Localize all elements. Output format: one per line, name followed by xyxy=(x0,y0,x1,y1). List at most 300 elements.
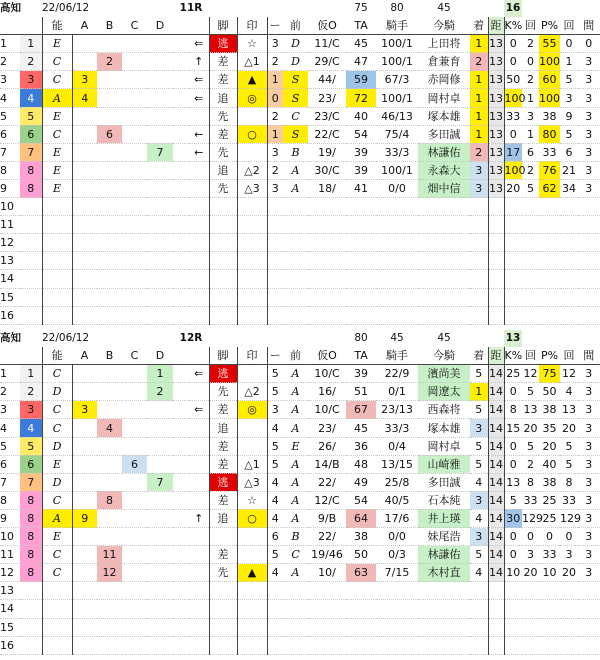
table-row xyxy=(0,35,600,53)
rank-c xyxy=(122,125,147,143)
prev-grade: C xyxy=(283,546,308,564)
empty-cell xyxy=(346,234,376,252)
empty-cell xyxy=(122,234,147,252)
p-count: 33 xyxy=(560,491,578,509)
trend-arrow: ⇐ xyxy=(189,89,209,107)
col-kai2: 回 xyxy=(560,17,578,35)
horse-number: 4 xyxy=(0,419,20,437)
p-count: 0 xyxy=(560,528,578,546)
spacer xyxy=(173,125,189,143)
frame-number: 4 xyxy=(20,89,42,107)
trend-arrow xyxy=(189,528,209,546)
col-a: A xyxy=(72,347,97,365)
empty-cell xyxy=(522,582,539,600)
interval: 3 xyxy=(578,53,600,71)
table-row xyxy=(0,53,600,71)
header-blank xyxy=(488,330,504,347)
table-row xyxy=(0,473,600,491)
rank-a: 3 xyxy=(72,71,97,89)
header-blank xyxy=(147,330,173,347)
interval xyxy=(578,618,600,636)
ability-grade: E xyxy=(42,528,72,546)
ta-index: 40 xyxy=(346,107,376,125)
prev-grade: D xyxy=(283,35,308,53)
empty-cell xyxy=(539,288,560,306)
empty-cell xyxy=(147,270,173,288)
rank-b: 2 xyxy=(97,53,122,71)
empty-cell xyxy=(308,306,346,324)
last-position: 5 xyxy=(267,383,283,401)
col-kai: 回 xyxy=(522,17,539,35)
k-count: 0 xyxy=(522,53,539,71)
rank-d xyxy=(147,89,173,107)
p-percent: 10 xyxy=(539,564,560,582)
distance: 14 xyxy=(488,546,504,564)
empty-cell xyxy=(147,600,173,618)
table-row xyxy=(0,546,600,564)
frame-number xyxy=(20,618,42,636)
running-style: 先 xyxy=(209,179,237,197)
col-blank xyxy=(189,347,209,365)
table-row xyxy=(0,179,600,197)
p-percent: 35 xyxy=(539,419,560,437)
empty-cell xyxy=(122,252,147,270)
empty-cell xyxy=(189,198,209,216)
interval: 3 xyxy=(578,365,600,383)
p-count: 129 xyxy=(560,509,578,527)
table-row xyxy=(0,419,600,437)
current-jockey: 岡村卓 xyxy=(418,437,470,455)
horse-number: 12 xyxy=(0,234,20,252)
empty-cell xyxy=(522,198,539,216)
frame-number xyxy=(20,234,42,252)
rank-c xyxy=(122,179,147,197)
horse-number: 11 xyxy=(0,546,20,564)
jockey-rate: 100/1 xyxy=(376,35,418,53)
prediction-mark: ◎ xyxy=(237,401,267,419)
p-percent: 100 xyxy=(539,53,560,71)
rank-b: 6 xyxy=(97,125,122,143)
interval: 3 xyxy=(578,401,600,419)
rank-b xyxy=(97,89,122,107)
empty-cell xyxy=(522,216,539,234)
p-percent: 60 xyxy=(539,71,560,89)
race2-column-header-row xyxy=(0,347,600,365)
running-style: 追 xyxy=(209,509,237,527)
rank-a xyxy=(72,365,97,383)
ta-index: 72 xyxy=(346,89,376,107)
k-percent: 0 xyxy=(504,383,522,401)
col-blank xyxy=(173,17,189,35)
trend-arrow xyxy=(189,473,209,491)
rank-b xyxy=(97,143,122,161)
prediction-mark xyxy=(237,306,267,324)
interval: 3 xyxy=(578,419,600,437)
k-percent: 50 xyxy=(504,71,522,89)
empty-cell xyxy=(267,600,283,618)
empty-cell xyxy=(470,618,488,636)
horse-number: 1 xyxy=(0,35,20,53)
empty-cell xyxy=(308,216,346,234)
col-finish: 着 xyxy=(470,347,488,365)
race-date: 22/06/12 xyxy=(42,332,90,345)
empty-cell xyxy=(267,288,283,306)
horse-number: 13 xyxy=(0,252,20,270)
p-percent: 80 xyxy=(539,125,560,143)
prediction-mark: ○ xyxy=(237,125,267,143)
header-blank xyxy=(308,0,346,17)
rank-a xyxy=(72,473,97,491)
empty-cell xyxy=(72,636,97,654)
rank-a xyxy=(72,564,97,582)
ability-grade xyxy=(42,270,72,288)
horse-number: 16 xyxy=(0,306,20,324)
last-position: 4 xyxy=(267,564,283,582)
distance: 14 xyxy=(488,455,504,473)
last-position: 2 xyxy=(267,53,283,71)
p-percent: 75 xyxy=(539,365,560,383)
rank-a xyxy=(72,143,97,161)
empty-cell xyxy=(189,600,209,618)
k-percent: 10 xyxy=(504,564,522,582)
k-count: 0 xyxy=(522,528,539,546)
empty-cell xyxy=(189,582,209,600)
horse-number: 10 xyxy=(0,528,20,546)
empty-cell xyxy=(376,636,418,654)
rank-b xyxy=(97,383,122,401)
horse-number: 4 xyxy=(0,89,20,107)
provisional-o: 12/C xyxy=(308,491,346,509)
empty-cell xyxy=(97,600,122,618)
running-style xyxy=(209,528,237,546)
empty-cell xyxy=(560,216,578,234)
p-percent: 20 xyxy=(539,437,560,455)
rank-a: 9 xyxy=(72,509,97,527)
current-jockey: 多田誠 xyxy=(418,473,470,491)
col-k-pct: K% xyxy=(504,347,522,365)
empty-cell xyxy=(97,306,122,324)
provisional-o: 22/ xyxy=(308,528,346,546)
finish-position: 5 xyxy=(470,401,488,419)
interval: 3 xyxy=(578,473,600,491)
ability-grade xyxy=(42,306,72,324)
rank-c xyxy=(122,546,147,564)
spacer xyxy=(173,383,189,401)
prediction-mark xyxy=(237,600,267,618)
rank-c xyxy=(122,491,147,509)
p-count: 5 xyxy=(560,437,578,455)
rank-d xyxy=(147,546,173,564)
provisional-o: 9/B xyxy=(308,509,346,527)
rank-d xyxy=(147,125,173,143)
k-percent: 30 xyxy=(504,509,522,527)
rank-d xyxy=(147,107,173,125)
table-row xyxy=(0,509,600,527)
interval: 3 xyxy=(578,437,600,455)
spacer xyxy=(173,35,189,53)
p-count: 3 xyxy=(560,89,578,107)
ability-grade: E xyxy=(42,35,72,53)
empty-cell xyxy=(122,600,147,618)
provisional-o: 10/C xyxy=(308,365,346,383)
race-number: 11R xyxy=(179,2,203,15)
header-value-1: 80 xyxy=(354,332,368,345)
frame-number: 8 xyxy=(20,491,42,509)
ability-grade: C xyxy=(42,53,72,71)
finish-position: 1 xyxy=(470,35,488,53)
spacer xyxy=(173,546,189,564)
finish-position: 4 xyxy=(470,509,488,527)
frame-number xyxy=(20,198,42,216)
rank-b xyxy=(97,365,122,383)
k-percent: 17 xyxy=(504,143,522,161)
p-count: 5 xyxy=(560,71,578,89)
frame-number: 6 xyxy=(20,455,42,473)
current-jockey: 上田将 xyxy=(418,35,470,53)
jockey-rate: 7/15 xyxy=(376,564,418,582)
ta-index: 36 xyxy=(346,437,376,455)
prev-grade: B xyxy=(283,528,308,546)
distance: 13 xyxy=(488,125,504,143)
empty-cell xyxy=(173,270,189,288)
interval: 3 xyxy=(578,491,600,509)
header-blank xyxy=(209,0,237,17)
jockey-rate: 0/0 xyxy=(376,179,418,197)
col-b: B xyxy=(97,347,122,365)
running-style xyxy=(209,582,237,600)
interval xyxy=(578,636,600,654)
k-count: 5 xyxy=(522,383,539,401)
ability-grade xyxy=(42,198,72,216)
k-percent: 100 xyxy=(504,161,522,179)
running-style: 差 xyxy=(209,71,237,89)
k-count: 13 xyxy=(522,401,539,419)
empty-cell xyxy=(189,252,209,270)
empty-cell xyxy=(560,270,578,288)
last-position: 5 xyxy=(267,546,283,564)
ability-grade: D xyxy=(42,473,72,491)
ability-grade: C xyxy=(42,71,72,89)
ability-grade: E xyxy=(42,107,72,125)
trend-arrow xyxy=(189,179,209,197)
k-count: 2 xyxy=(522,35,539,53)
col-interval: 間 xyxy=(578,17,600,35)
spacer xyxy=(173,179,189,197)
k-count: 6 xyxy=(522,143,539,161)
header-blank xyxy=(283,330,308,347)
current-jockey: 木村直 xyxy=(418,564,470,582)
empty-cell xyxy=(283,306,308,324)
table-row-empty xyxy=(0,216,600,234)
rank-a xyxy=(72,53,97,71)
prev-grade: C xyxy=(283,107,308,125)
rank-a xyxy=(72,546,97,564)
rank-d xyxy=(147,528,173,546)
ta-index: 59 xyxy=(346,71,376,89)
col-mark: 印 xyxy=(237,347,267,365)
empty-cell xyxy=(522,234,539,252)
prev-grade: B xyxy=(283,143,308,161)
header-blank xyxy=(122,0,147,17)
p-percent: 25 xyxy=(539,491,560,509)
prev-grade: A xyxy=(283,473,308,491)
rank-b xyxy=(97,179,122,197)
horse-number: 14 xyxy=(0,270,20,288)
empty-cell xyxy=(72,288,97,306)
prev-grade: A xyxy=(283,365,308,383)
prev-grade: A xyxy=(283,564,308,582)
empty-cell xyxy=(97,288,122,306)
ta-index: 39 xyxy=(346,365,376,383)
prediction-mark: ○ xyxy=(237,509,267,527)
interval: 3 xyxy=(578,71,600,89)
interval: 3 xyxy=(578,179,600,197)
interval: 0 xyxy=(578,35,600,53)
jockey-rate: 40/5 xyxy=(376,491,418,509)
horse-number: 15 xyxy=(0,618,20,636)
distance: 14 xyxy=(488,401,504,419)
empty-cell xyxy=(173,600,189,618)
current-jockey: 石本純 xyxy=(418,491,470,509)
prediction-mark: ☆ xyxy=(237,35,267,53)
prev-grade: A xyxy=(283,383,308,401)
jockey-rate: 0/1 xyxy=(376,383,418,401)
k-percent: 0 xyxy=(504,546,522,564)
horse-number: 6 xyxy=(0,125,20,143)
p-count: 20 xyxy=(560,564,578,582)
empty-cell xyxy=(560,252,578,270)
empty-cell xyxy=(560,288,578,306)
provisional-o: 23/C xyxy=(308,107,346,125)
empty-cell xyxy=(308,234,346,252)
rank-d: 1 xyxy=(147,365,173,383)
prediction-mark: ▲ xyxy=(237,564,267,582)
p-percent: 33 xyxy=(539,143,560,161)
rank-a xyxy=(72,528,97,546)
empty-cell xyxy=(418,636,470,654)
horse-number: 16 xyxy=(0,636,20,654)
empty-cell xyxy=(97,582,122,600)
ta-index: 38 xyxy=(346,528,376,546)
horse-number: 2 xyxy=(0,383,20,401)
col-kari: 仮O xyxy=(308,17,346,35)
last-position: 3 xyxy=(267,179,283,197)
table-row xyxy=(0,455,600,473)
current-jockey: 濱尚美 xyxy=(418,365,470,383)
ability-grade: C xyxy=(42,125,72,143)
header-blank xyxy=(147,0,173,17)
empty-cell xyxy=(539,270,560,288)
prev-grade: D xyxy=(283,53,308,71)
header-value-2: 45 xyxy=(390,332,404,345)
rank-c xyxy=(122,71,147,89)
frame-number: 2 xyxy=(20,383,42,401)
frame-number xyxy=(20,270,42,288)
empty-cell xyxy=(97,636,122,654)
table-row-empty xyxy=(0,198,600,216)
finish-position: 1 xyxy=(470,89,488,107)
provisional-o: 11/C xyxy=(308,35,346,53)
rank-c xyxy=(122,528,147,546)
spacer xyxy=(173,89,189,107)
distance: 13 xyxy=(488,143,504,161)
jockey-rate: 0/0 xyxy=(376,528,418,546)
jockey-rate: 100/1 xyxy=(376,89,418,107)
jockey-rate: 0/3 xyxy=(376,546,418,564)
header-value-3: 45 xyxy=(437,332,451,345)
table-row-empty xyxy=(0,582,600,600)
col-dash: ー xyxy=(267,17,283,35)
empty-cell xyxy=(72,252,97,270)
provisional-o: 26/ xyxy=(308,437,346,455)
header-blank xyxy=(20,0,42,17)
interval: 3 xyxy=(578,125,600,143)
ability-grade: D xyxy=(42,383,72,401)
empty-cell xyxy=(470,198,488,216)
k-percent: 0 xyxy=(504,35,522,53)
ability-grade xyxy=(42,582,72,600)
frame-number: 8 xyxy=(20,564,42,582)
k-percent xyxy=(504,252,522,270)
prev-grade: A xyxy=(283,509,308,527)
horse-number: 1 xyxy=(0,365,20,383)
empty-cell xyxy=(173,636,189,654)
trend-arrow xyxy=(189,383,209,401)
empty-cell xyxy=(147,234,173,252)
empty-cell xyxy=(189,306,209,324)
frame-number: 8 xyxy=(20,161,42,179)
ability-grade: A xyxy=(42,509,72,527)
empty-cell xyxy=(173,582,189,600)
provisional-o: 14/B xyxy=(308,455,346,473)
ability-grade: C xyxy=(42,365,72,383)
ta-index: 49 xyxy=(346,473,376,491)
rank-a xyxy=(72,383,97,401)
trend-arrow xyxy=(189,546,209,564)
jockey-rate: 67/3 xyxy=(376,71,418,89)
prediction-mark xyxy=(237,636,267,654)
empty-cell xyxy=(72,198,97,216)
interval: 3 xyxy=(578,107,600,125)
current-jockey: 岡村卓 xyxy=(418,89,470,107)
rank-c xyxy=(122,161,147,179)
interval xyxy=(578,270,600,288)
empty-cell xyxy=(376,618,418,636)
k-percent xyxy=(504,582,522,600)
running-style: 先 xyxy=(209,564,237,582)
empty-cell xyxy=(283,234,308,252)
jockey-rate: 13/15 xyxy=(376,455,418,473)
running-style xyxy=(209,618,237,636)
prev-grade: S xyxy=(283,89,308,107)
provisional-o: 23/ xyxy=(308,419,346,437)
distance xyxy=(488,234,504,252)
header-blank xyxy=(237,0,267,17)
rank-d xyxy=(147,455,173,473)
prev-grade: A xyxy=(283,455,308,473)
empty-cell xyxy=(560,618,578,636)
col-d: D xyxy=(147,347,173,365)
empty-cell xyxy=(539,198,560,216)
last-position: 6 xyxy=(267,528,283,546)
trend-arrow: ⇐ xyxy=(189,71,209,89)
k-count: 2 xyxy=(522,161,539,179)
distance: 14 xyxy=(488,365,504,383)
ability-grade xyxy=(42,636,72,654)
rank-b xyxy=(97,71,122,89)
p-percent: 100 xyxy=(539,89,560,107)
running-style: 先 xyxy=(209,107,237,125)
